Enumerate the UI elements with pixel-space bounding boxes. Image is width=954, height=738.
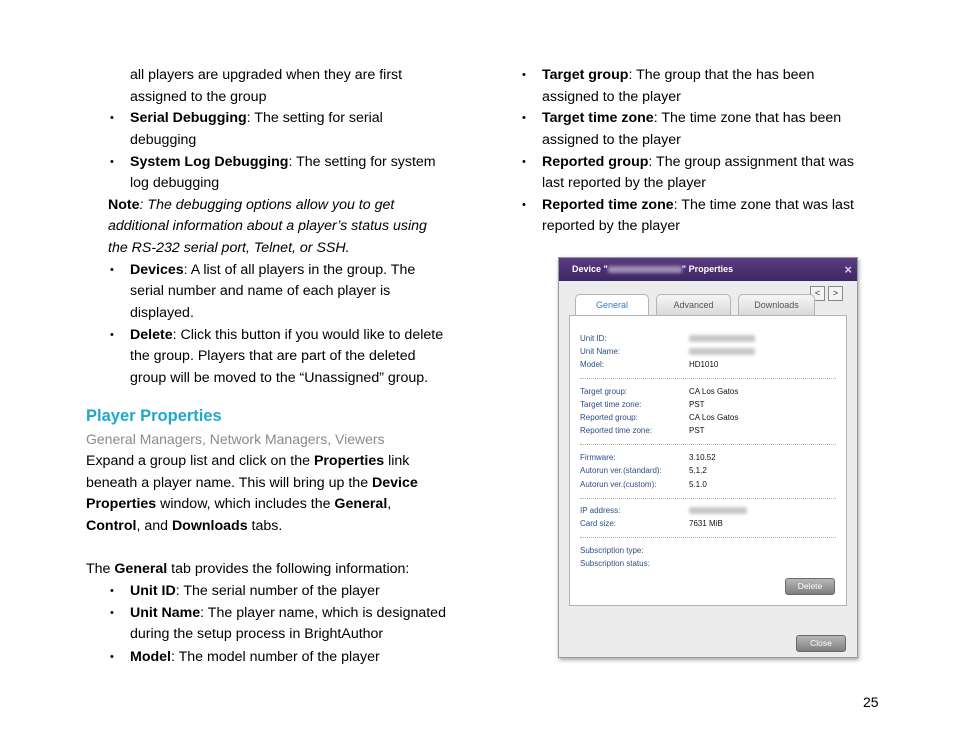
divider (580, 378, 836, 379)
bullet: • (110, 329, 114, 341)
term: Unit ID (130, 583, 176, 599)
text: beneath a player name. This will bring up the (86, 475, 373, 491)
firmware-value: 3.10.52 (689, 453, 716, 462)
intro-line-2: assigned to the group (130, 89, 267, 105)
para-line-3 (86, 494, 391, 516)
system-log-item (130, 152, 436, 174)
delete-button[interactable]: Delete (785, 578, 835, 595)
para-line-4 (86, 516, 282, 538)
term: Model (130, 649, 171, 665)
term: Reported group (542, 154, 649, 170)
reported-tz-value: PST (689, 426, 705, 435)
model-label: Model: (580, 360, 605, 369)
bold-text: Device (372, 475, 418, 491)
subscription-type-label: Subscription type: (580, 546, 644, 555)
card-size-label: Card size: (580, 519, 617, 528)
devices-line-3: displayed. (130, 305, 194, 321)
reported-group-value: CA Los Gatos (689, 413, 739, 422)
bold-text: Control (86, 518, 137, 534)
desc: : The group assignment that was (648, 154, 854, 170)
section-heading: Player Properties (86, 407, 222, 425)
desc: : The time zone that has been (653, 110, 842, 126)
general-intro (86, 559, 409, 581)
tab-downloads[interactable]: Downloads (738, 294, 815, 315)
divider (580, 444, 836, 445)
tab-next-button[interactable]: > (828, 286, 843, 301)
term: Devices (130, 262, 184, 278)
tab-prev-button[interactable]: < (810, 286, 825, 301)
unit-id-item (130, 581, 380, 603)
note-line-2: additional information about a player’s status using (108, 218, 427, 234)
page-number: 25 (863, 694, 879, 710)
bullet: • (110, 651, 114, 663)
delete-item (130, 325, 443, 347)
autorun-std-label: Autorun ver.(standard): (580, 466, 662, 475)
general-panel (569, 315, 847, 606)
desc: : A list of all players in the group. The (183, 262, 416, 278)
divider (580, 498, 836, 499)
autorun-custom-label: Autorun ver.(custom): (580, 480, 657, 489)
devices-line-2: serial number and name of each player is (130, 283, 391, 299)
unit-id-label: Unit ID: (580, 334, 607, 343)
text: tab provides the following information: (167, 561, 410, 577)
delete-line-2: the group. Players that are part of the deleted (130, 348, 416, 364)
para-line-1 (86, 451, 409, 473)
unit-name-label: Unit Name: (580, 347, 621, 356)
ip-address-label: IP address: (580, 506, 621, 515)
subscription-status-label: Subscription status: (580, 559, 650, 568)
target-group-value: CA Los Gatos (689, 387, 739, 396)
bold-text: Downloads (171, 518, 248, 534)
term: Delete (130, 327, 173, 343)
desc: : The time zone that was last (673, 197, 854, 213)
target-group-item (542, 65, 814, 87)
redacted-serial (608, 266, 682, 273)
tab-advanced[interactable]: Advanced (656, 294, 731, 315)
desc: : The player name, which is designated (200, 605, 446, 621)
note-line-1 (108, 195, 394, 217)
text: The (86, 561, 115, 577)
term: Reported time zone (542, 197, 674, 213)
title-suffix: " Properties (681, 264, 734, 274)
bullet: • (110, 156, 114, 168)
tab-general[interactable]: General (575, 294, 649, 316)
reported-group-label: Reported group: (580, 413, 638, 422)
reported-group-line-2: last reported by the player (542, 175, 707, 191)
term: Unit Name (130, 605, 201, 621)
close-button[interactable]: Close (796, 635, 846, 652)
system-log-line-2: log debugging (130, 175, 220, 191)
divider (580, 537, 836, 538)
redacted-unit-name (689, 348, 755, 355)
card-size-value: 7631 MiB (689, 519, 723, 528)
term: Serial Debugging (130, 110, 247, 126)
desc: : The setting for system (288, 154, 436, 170)
text: link (384, 453, 410, 469)
target-group-label: Target group: (580, 387, 628, 396)
desc: : The serial number of the player (175, 583, 380, 599)
bold-text: Properties (86, 496, 157, 512)
delete-line-3: group will be moved to the “Unassigned” group. (130, 370, 429, 386)
bullet: • (110, 607, 114, 619)
target-group-line-2: assigned to the player (542, 89, 681, 105)
redacted-unit-id (689, 335, 755, 342)
text: tabs. (247, 518, 283, 534)
note-text: : The debugging options allow you to get (139, 197, 395, 213)
reported-group-item (542, 152, 854, 174)
unit-name-item (130, 603, 446, 625)
dialog-title (572, 264, 733, 274)
target-tz-label: Target time zone: (580, 400, 642, 409)
note-line-3: the RS-232 serial port, Telnet, or SSH. (108, 240, 350, 256)
firmware-label: Firmware: (580, 453, 616, 462)
text: , (387, 496, 392, 512)
desc: : The group that the has been (628, 67, 815, 83)
target-tz-value: PST (689, 400, 705, 409)
bullet: • (522, 112, 526, 124)
text: , and (136, 518, 172, 534)
device-properties-dialog (558, 257, 858, 658)
close-icon[interactable]: × (844, 262, 852, 277)
serial-debugging-item (130, 108, 383, 130)
bullet: • (110, 264, 114, 276)
autorun-std-value: 5.1.2 (689, 466, 707, 475)
unit-name-line-2: during the setup process in BrightAuthor (130, 626, 384, 642)
bullet: • (110, 585, 114, 597)
dialog-title-bar (559, 258, 857, 281)
title-prefix: Device " (572, 264, 608, 274)
reported-tz-line-2: reported by the player (542, 218, 681, 234)
desc: : Click this button if you would like to delete (172, 327, 444, 343)
term: System Log Debugging (130, 154, 289, 170)
serial-debugging-line-2: debugging (130, 132, 197, 148)
bold-text: General (114, 561, 168, 577)
bullet: • (522, 69, 526, 81)
text: Expand a group list and click on the (86, 453, 314, 469)
section-subheading: General Managers, Network Managers, Viewers (86, 431, 385, 447)
redacted-ip (689, 507, 747, 514)
bullet: • (522, 199, 526, 211)
term: Target time zone (542, 110, 654, 126)
model-item (130, 647, 380, 669)
note-label: Note (108, 197, 140, 213)
desc: : The model number of the player (170, 649, 380, 665)
para-line-2 (86, 473, 418, 495)
desc: : The setting for serial (246, 110, 383, 126)
reported-tz-item (542, 195, 854, 217)
bold-text: Properties (313, 453, 385, 469)
devices-item (130, 260, 415, 282)
bullet: • (522, 156, 526, 168)
text: window, which includes the (156, 496, 335, 512)
intro-line-1: all players are upgraded when they are first (130, 67, 403, 83)
bullet: • (110, 112, 114, 124)
term: Target group (542, 67, 629, 83)
reported-tz-label: Reported time zone: (580, 426, 653, 435)
target-tz-line-2: assigned to the player (542, 132, 681, 148)
target-tz-item (542, 108, 841, 130)
autorun-custom-value: 5.1.0 (689, 480, 707, 489)
model-value: HD1010 (689, 360, 719, 369)
bold-text: General (334, 496, 388, 512)
